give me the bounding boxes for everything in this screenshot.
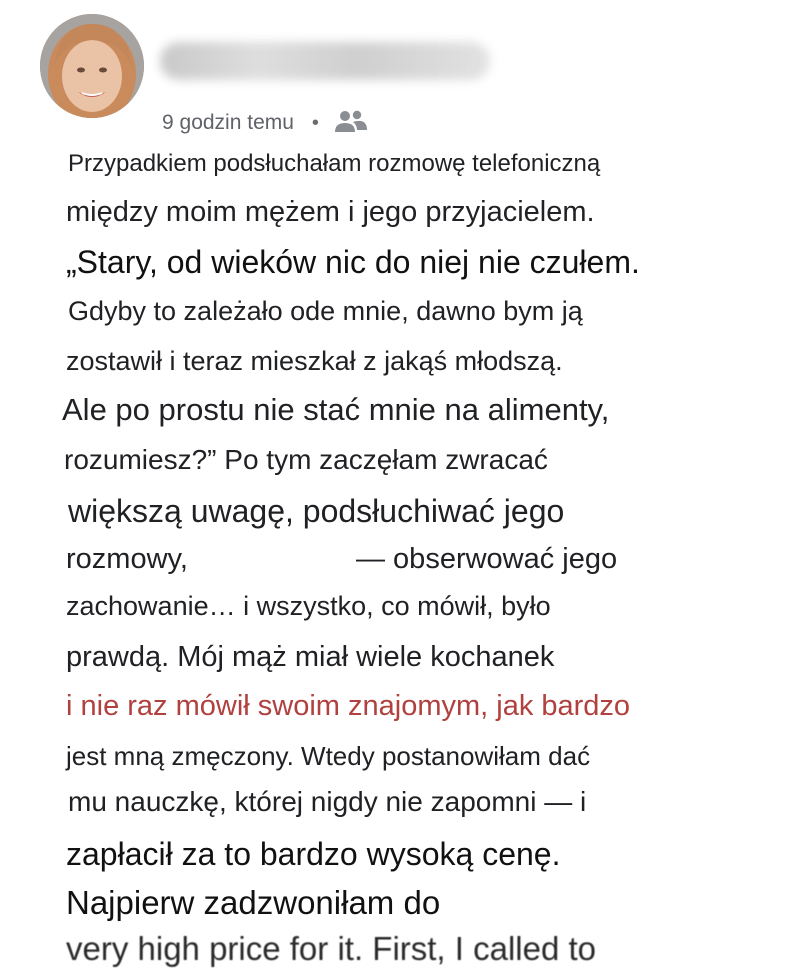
post-text-line: rozumiesz?” Po tym zaczęłam zwracać — [64, 444, 548, 475]
meta-separator: • — [311, 111, 319, 134]
post-text-line-highlighted: i nie raz mówił swoim znajomym, jak bardzo — [66, 690, 631, 722]
post-text-line: Przypadkiem podsłuchałam rozmowę telefoniczną — [68, 150, 601, 177]
post-text-line: zachowanie… i wszystko, co mówił, było — [66, 591, 551, 621]
post-text-line: Najpierw zadzwoniłam do — [66, 884, 441, 921]
post-text-line: prawdą. Mój mąż miał wiele kochanek — [66, 641, 555, 673]
post-text-line: mu nauczkę, której nigdy nie zapomni — i — [68, 786, 587, 817]
post-text-line: rozmowy, — [66, 543, 188, 575]
post-text-line: między moim mężem i jego przyjacielem. — [66, 196, 595, 228]
people-icon[interactable] — [333, 108, 369, 138]
post-meta — [162, 108, 369, 138]
post-text-line: — obserwować jego — [356, 543, 618, 575]
avatar-photo — [40, 14, 144, 118]
post-text-line: „Stary, od wieków nic do niej nie czułem. — [66, 244, 640, 280]
post-text-line-cut-off: very high price for it. First, I called to — [66, 930, 597, 967]
author-name-blurred[interactable] — [160, 42, 490, 80]
post-text-line: Ale po prostu nie stać mnie na alimenty, — [62, 392, 610, 427]
post-text-line: zostawił i teraz mieszkał z jakąś młodszą. — [66, 346, 563, 376]
author-avatar[interactable] — [40, 14, 144, 118]
post-text-line: większą uwagę, podsłuchiwać jego — [68, 493, 565, 529]
post-text-line: jest mną zmęczony. Wtedy postanowiłam dać — [66, 741, 591, 771]
post-text-line: Gdyby to zależało ode mnie, dawno bym ją — [68, 296, 583, 326]
post-timestamp[interactable]: 9 godzin temu — [162, 111, 294, 134]
post-text-line: zapłacił za to bardzo wysoką cenę. — [66, 836, 561, 872]
